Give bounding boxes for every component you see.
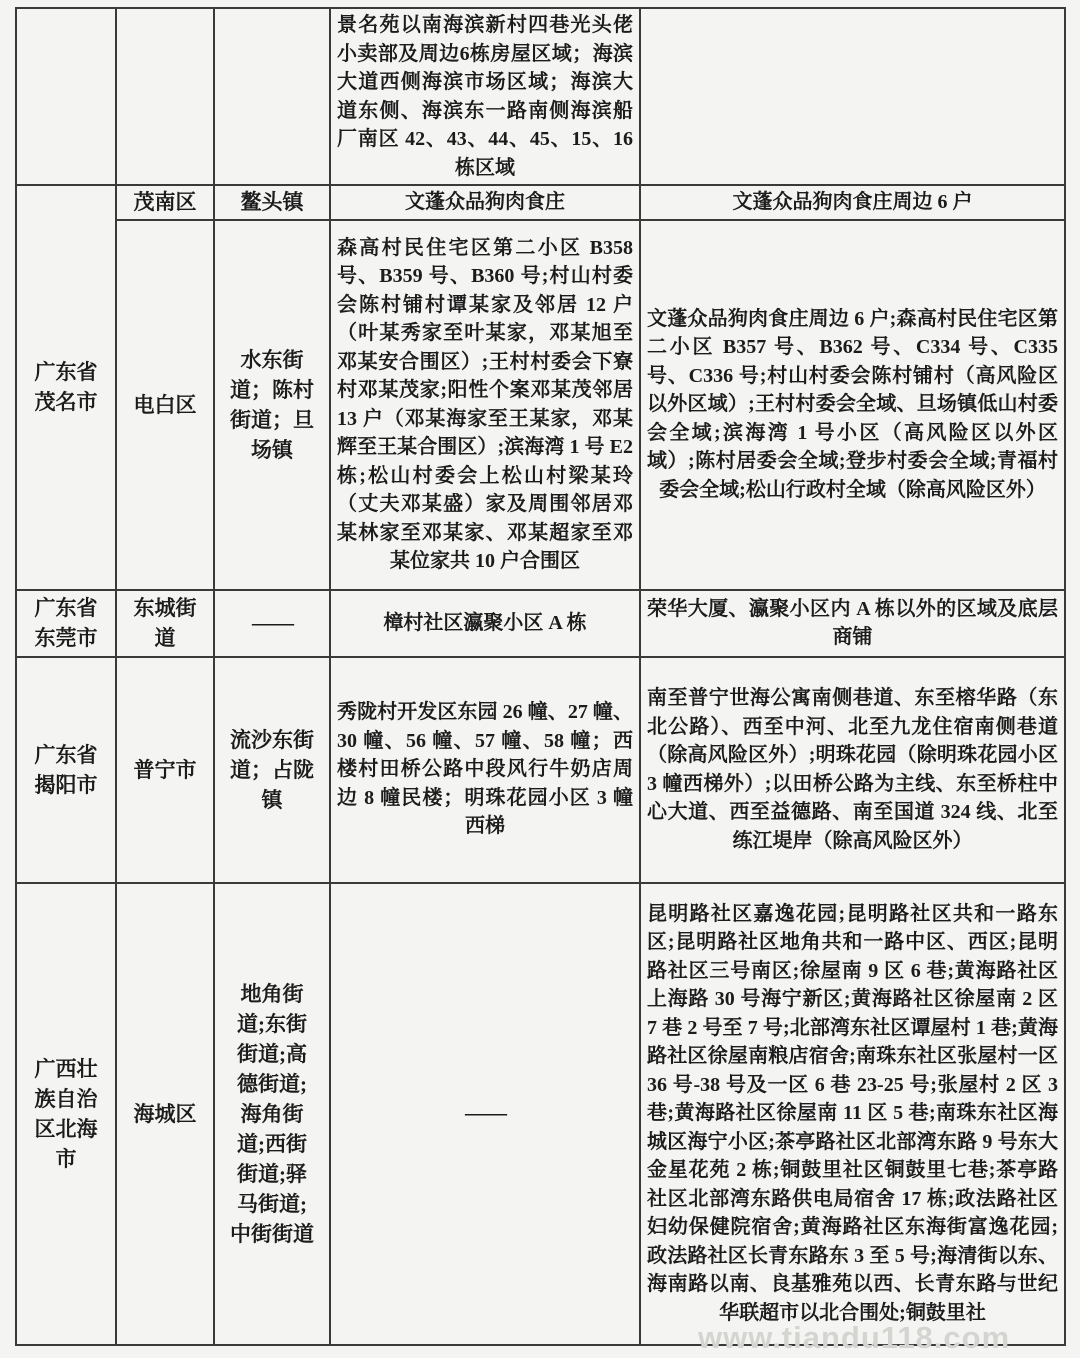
cell-district: 茂南区 — [116, 185, 214, 220]
table-row — [16, 590, 1065, 657]
cell-area-detail: 秀陇村开发区东园 26 幢、27 幢、30 幢、56 幢、57 幢、58 幢；西楼村田桥公路中段风行牛奶店周边 8 幢民楼；明珠花园小区 3 幢西梯 — [330, 657, 640, 883]
cell-district: 海城区 — [116, 883, 214, 1345]
cell-streets: 水东街道；陈村街道；旦场镇 — [214, 220, 330, 590]
cell-area-scope: 文蓬众品狗肉食庄周边 6 户 — [640, 185, 1065, 220]
cell-area-detail: 景名苑以南海滨新村四巷光头佬小卖部及周边6栋房屋区域；海滨大道西侧海滨市场区域；海滨大道东侧、海滨东一路南侧海滨船厂南区 42、43、44、45、15、16 栋区域 — [330, 8, 640, 185]
cell-area-scope — [640, 8, 1065, 185]
cell-district: 电白区 — [116, 220, 214, 590]
cell-streets: 鳌头镇 — [214, 185, 330, 220]
table-row — [16, 8, 1065, 185]
cell-province: 广东省揭阳市 — [16, 657, 116, 883]
cell-streets-empty-dash: —— — [214, 590, 330, 657]
table-row — [16, 185, 1065, 220]
cell-province: 广西壮族自治区北海市 — [16, 883, 116, 1345]
cell-district: 普宁市 — [116, 657, 214, 883]
cell-area-scope: 荣华大厦、瀛聚小区内 A 栋以外的区域及底层商铺 — [640, 590, 1065, 657]
cell-province — [16, 8, 116, 185]
cell-area-scope: 昆明路社区嘉逸花园;昆明路社区共和一路东区;昆明路社区地角共和一路中区、西区;昆明路社区三号南区;徐屋南 9 区 6 巷;黄海路社区上海路 30 号海宁新区;黄海路社区徐屋南 2 区 7 巷 2 号至 7 号;北部湾东社区谭屋村 1 巷;黄海路社区徐屋南粮店宿舍;南珠东社区张屋村一区 36 号-38 号及一区 6 巷 23-25 号;张屋村 2 区 3 巷;黄海路社区徐屋南 11 区 5 巷;南珠东社区海城区海宁小区;茶亭路社区北部湾东路 9 号东大金星花苑 2 栋;铜鼓里社区铜鼓里七巷;茶亭路社区北部湾东路供电局宿舍 17 栋;政法路社区妇幼保健院宿舍;黄海路社区东海街富逸花园;政法路社区长青东路东 3 至 5 号;海清街以东、海南路以南、良基雅苑以西、长青东路与世纪华联超市以北合围处;铜鼓里社 — [640, 883, 1065, 1345]
cell-area-detail: 文蓬众品狗肉食庄 — [330, 185, 640, 220]
table-row — [16, 883, 1065, 1345]
cell-area-scope: 文蓬众品狗肉食庄周边 6 户;森高村民住宅区第二小区 B357 号、B362 号、C334 号、C335 号、C336 号;村山村委会陈村铺村（高风险区以外区域）;王村村委会全域、旦场镇低山村委会全域;滨海湾 1 号小区（高风险区以外区域）;陈村居委会全域;登步村委会全域;青福村委会全域;松山行政村全域（除高风险区外） — [640, 220, 1065, 590]
cell-streets: 地角街道;东街街道;高德街道;海角街道;西街街道;驿马街道;中街街道 — [214, 883, 330, 1345]
table-row — [16, 220, 1065, 590]
cell-province: 广东省东莞市 — [16, 590, 116, 657]
cell-area-detail-empty-dash: —— — [330, 883, 640, 1345]
cell-area-detail: 森高村民住宅区第二小区 B358 号、B359 号、B360 号;村山村委会陈村铺村谭某家及邻居 12 户（叶某秀家至叶某家，邓某旭至邓某安合围区）;王村村委会下寮村邓某茂家;阳性个案邓某茂邻居 13 户（邓某海家至王某家，邓某辉至王某合围区）;滨海湾 1 号 E2 栋;松山村委会上松山村梁某玲（丈夫邓某盛）家及周围邻居邓某林家至邓某家、邓某超家至邓某位家共 10 户合围区 — [330, 220, 640, 590]
cell-district — [116, 8, 214, 185]
cell-area-scope: 南至普宁世海公寓南侧巷道、东至榕华路（东北公路）、西至中河、北至九龙住宿南侧巷道（除高风险区外）;明珠花园（除明珠花园小区 3 幢西梯外）;以田桥公路为主线、东至桥柱中心大道、西至益德路、南至国道 324 线、北至练江堤岸（除高风险区外） — [640, 657, 1065, 883]
cell-streets: 流沙东街道；占陇镇 — [214, 657, 330, 883]
table-row — [16, 657, 1065, 883]
cell-district: 东城街道 — [116, 590, 214, 657]
cell-province: 广东省茂名市 — [16, 185, 116, 590]
site-watermark: www.tiandu118.com — [698, 1320, 1011, 1355]
risk-area-table — [15, 7, 1066, 1346]
cell-area-detail: 樟村社区瀛聚小区 A 栋 — [330, 590, 640, 657]
cell-streets — [214, 8, 330, 185]
